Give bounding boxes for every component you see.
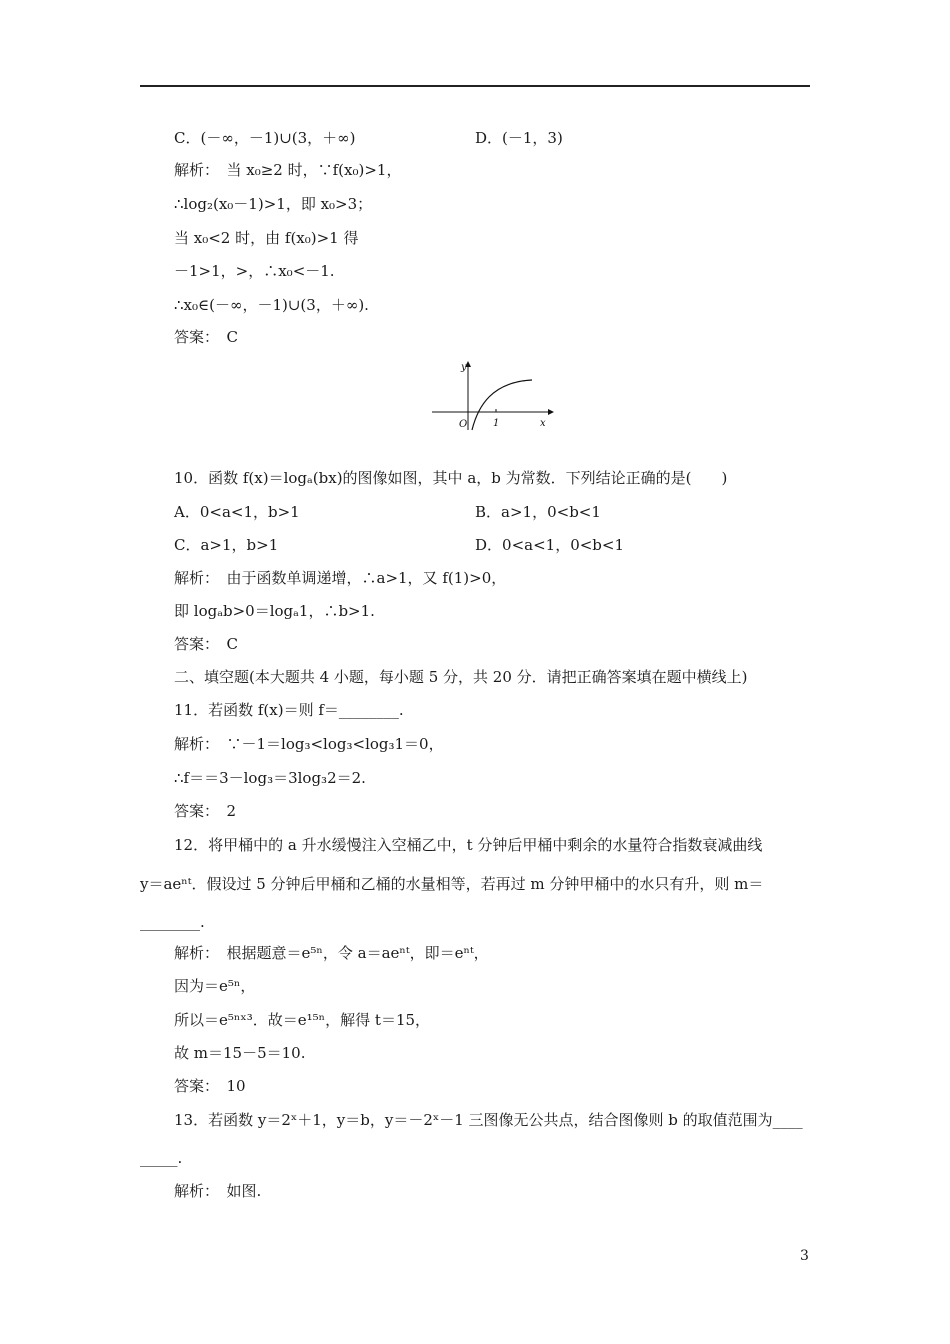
solution-line: ∴log₂(x₀－1)>1，即 x₀>3； <box>174 195 373 213</box>
page-number: 3 <box>800 1248 809 1264</box>
solution-line: 解析： 如图. <box>174 1182 262 1200</box>
tick-label: 1 <box>493 418 500 429</box>
x-axis-label: x <box>540 418 546 429</box>
question-13-blank: _____. <box>140 1149 183 1167</box>
solution-line: 解析： 当 x₀≥2 时，∵f(x₀)>1， <box>174 161 402 179</box>
option-d: D．0<a<1，0<b<1 <box>475 536 625 554</box>
curve <box>472 380 532 430</box>
solution-line: 故 m＝15－5＝10. <box>174 1044 306 1062</box>
solution-line: ∴x₀∈(－∞，－1)∪(3，＋∞). <box>174 296 369 314</box>
solution-line: 所以＝e⁵ⁿˣ³．故＝e¹⁵ⁿ，解得 t＝15， <box>174 1011 431 1029</box>
answer-line: 答案： 10 <box>174 1077 246 1095</box>
option-c: C．a>1，b>1 <box>174 536 279 554</box>
question-12: 12．将甲桶中的 a 升水缓慢注入空桶乙中，t 分钟后甲桶中剩余的水量符合指数衰减曲线 <box>174 836 763 854</box>
option-a: A．0<a<1，b>1 <box>174 503 300 521</box>
answer-line: 答案： C <box>174 328 238 346</box>
solution-line: 解析： 根据题意＝e⁵ⁿ，令 a＝aeⁿᵗ，即＝eⁿᵗ， <box>174 944 489 962</box>
origin-label: O <box>459 419 468 430</box>
solution-line: 解析： ∵－1＝log₃<log₃<log₃1＝0， <box>174 735 444 753</box>
y-axis-label: y <box>461 362 467 373</box>
question-12-blank: ________. <box>140 913 205 931</box>
log-function-graph <box>428 356 554 432</box>
solution-line: 因为＝e⁵ⁿ， <box>174 977 256 995</box>
option-c: C．(－∞，－1)∪(3，＋∞) <box>174 129 356 147</box>
question-10: 10．函数 f(x)＝logₐ(bx)的图像如图，其中 a，b 为常数．下列结论正确的是( ) <box>174 469 728 487</box>
solution-line: ∴f＝＝3－log₃＝3log₃2＝2. <box>174 769 366 787</box>
answer-line: 答案： 2 <box>174 802 237 820</box>
option-b: B．a>1，0<b<1 <box>475 503 601 521</box>
question-12-cont: y＝aeⁿᵗ．假设过 5 分钟后甲桶和乙桶的水量相等，若再过 m 分钟甲桶中的水只有升，则 m＝ <box>140 875 764 893</box>
solution-line: －1>1，>，∴x₀<－1. <box>174 262 335 280</box>
question-13: 13．若函数 y＝2ˣ＋1，y＝b，y＝－2ˣ－1 三图像无公共点，结合图像则 b 的取值范围为____ <box>174 1111 803 1129</box>
x-axis-arrow <box>548 409 554 415</box>
answer-line: 答案： C <box>174 635 238 653</box>
solution-line: 解析： 由于函数单调递增，∴a>1，又 f(1)>0， <box>174 569 507 587</box>
option-d: D．(－1，3) <box>475 129 563 147</box>
solution-line: 即 logₐb>0＝logₐ1，∴b>1. <box>174 602 375 620</box>
solution-line: 当 x₀<2 时，由 f(x₀)>1 得 <box>174 229 359 247</box>
question-11: 11．若函数 f(x)＝则 f＝________. <box>174 701 404 719</box>
section-heading: 二、填空题(本大题共 4 小题，每小题 5 分，共 20 分．请把正确答案填在题中横线上) <box>174 668 748 686</box>
header-rule <box>140 85 810 87</box>
